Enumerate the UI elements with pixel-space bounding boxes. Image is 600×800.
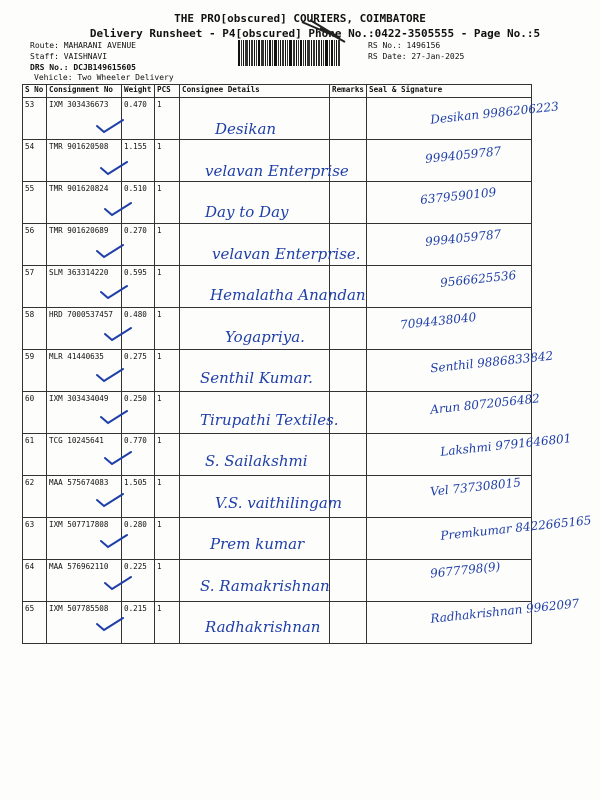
- row-sno: 54: [23, 140, 47, 182]
- signature-handwriting: 9677798(9): [429, 558, 501, 581]
- barcode-bar: [251, 40, 253, 66]
- vehicle-label: Vehicle: Two Wheeler Delivery: [34, 73, 174, 82]
- row-sno: 62: [23, 476, 47, 518]
- delivery-tick-mark: [95, 492, 125, 508]
- barcode-bar: [316, 40, 317, 66]
- signature-handwriting: Radhakrishnan 9962097: [429, 596, 580, 626]
- barcode-bar: [267, 40, 268, 66]
- delivery-tick-mark: [103, 450, 133, 466]
- signature-handwriting: Vel 737308015: [429, 474, 522, 499]
- consignee-handwriting: Hemalatha Anandan: [210, 286, 366, 304]
- barcode-bar: [243, 40, 244, 66]
- barcode-bar: [300, 40, 302, 66]
- barcode-bar: [313, 40, 315, 66]
- barcode-bar: [287, 40, 288, 66]
- row-consignment-no: IXM 303434049: [47, 392, 122, 434]
- consignee-handwriting: S. Sailakshmi: [205, 452, 308, 470]
- row-pcs: 1: [155, 224, 180, 266]
- row-weight: 0.470: [122, 98, 155, 140]
- barcode-bar: [305, 40, 306, 66]
- delivery-tick-mark: [99, 284, 129, 300]
- row-consignment-no: MAA 576962110: [47, 560, 122, 602]
- col-sno: S No: [23, 85, 47, 98]
- signature-handwriting: 9566625536: [439, 268, 517, 290]
- row-weight: 0.275: [122, 350, 155, 392]
- barcode-bar: [329, 40, 330, 66]
- delivery-tick-mark: [103, 201, 133, 217]
- consignee-handwriting: V.S. vaithilingam: [215, 493, 342, 512]
- barcode-bar: [272, 40, 273, 66]
- barcode-bar: [249, 40, 250, 66]
- delivery-tick-mark: [95, 118, 125, 134]
- rs-number: RS No.: 1496156: [368, 41, 441, 50]
- row-remarks-cell: [330, 602, 367, 644]
- barcode-bar: [258, 40, 260, 66]
- row-pcs: 1: [155, 560, 180, 602]
- barcode-bar: [274, 40, 277, 66]
- drs-number: DRS No.: DCJB149615605: [30, 63, 136, 72]
- row-sno: 59: [23, 350, 47, 392]
- consignee-handwriting: Day to Day: [205, 203, 289, 221]
- row-sno: 61: [23, 434, 47, 476]
- signature-handwriting: Desikan 9986206223: [429, 99, 560, 127]
- delivery-tick-mark: [103, 575, 133, 591]
- row-sno: 58: [23, 308, 47, 350]
- signature-handwriting: 7094438040: [399, 309, 477, 332]
- row-pcs: 1: [155, 518, 180, 560]
- row-weight: 0.480: [122, 308, 155, 350]
- row-consignment-no: HRD 7000537457: [47, 308, 122, 350]
- row-remarks-cell: [330, 182, 367, 224]
- barcode-bar: [245, 40, 248, 66]
- barcode-bar: [254, 40, 255, 66]
- row-weight: 0.250: [122, 392, 155, 434]
- barcode-bar: [298, 40, 299, 66]
- signature-handwriting: Senthil 9886833842: [429, 348, 554, 376]
- row-sno: 60: [23, 392, 47, 434]
- barcode-bar: [285, 40, 286, 66]
- row-weight: 0.510: [122, 182, 155, 224]
- barcode-bar: [269, 40, 271, 66]
- barcode-bar: [238, 40, 240, 66]
- barcode-bar: [307, 40, 310, 66]
- barcode-bar: [256, 40, 257, 66]
- row-pcs: 1: [155, 476, 180, 518]
- consignee-handwriting: Tirupathi Textiles.: [200, 410, 339, 429]
- row-pcs: 1: [155, 308, 180, 350]
- row-consignment-no: TMR 901620508: [47, 140, 122, 182]
- barcode-bar: [282, 40, 284, 66]
- delivery-tick-mark: [95, 243, 125, 259]
- row-remarks-cell: [330, 308, 367, 350]
- barcode-bar: [318, 40, 320, 66]
- col-signature: Seal & Signature: [367, 85, 532, 98]
- barcode-bar: [293, 40, 295, 66]
- barcode-bar: [331, 40, 333, 66]
- delivery-tick-mark: [103, 326, 133, 342]
- row-weight: 1.155: [122, 140, 155, 182]
- row-consignment-no: MLR 41440635: [47, 350, 122, 392]
- col-pcs: PCS: [155, 85, 180, 98]
- col-consignment: Consignment No: [47, 85, 122, 98]
- col-consignee: Consignee Details: [180, 85, 330, 98]
- row-remarks-cell: [330, 518, 367, 560]
- row-remarks-cell: [330, 560, 367, 602]
- barcode-bar: [311, 40, 312, 66]
- row-sno: 65: [23, 602, 47, 644]
- row-consignment-no: TCG 10245641: [47, 434, 122, 476]
- row-pcs: 1: [155, 140, 180, 182]
- signature-handwriting: 9994059787: [424, 226, 502, 249]
- row-consignment-no: IXM 507785508: [47, 602, 122, 644]
- route-label: Route: MAHARANI AVENUE: [30, 41, 136, 50]
- row-pcs: 1: [155, 182, 180, 224]
- row-weight: 1.505: [122, 476, 155, 518]
- delivery-tick-mark: [99, 533, 129, 549]
- row-pcs: 1: [155, 602, 180, 644]
- barcode-bar: [261, 40, 264, 66]
- row-weight: 0.280: [122, 518, 155, 560]
- row-sno: 57: [23, 266, 47, 308]
- table-header-row: [23, 85, 532, 98]
- delivery-tick-mark: [99, 409, 129, 425]
- barcode-bar: [323, 40, 324, 66]
- row-weight: 0.225: [122, 560, 155, 602]
- signature-handwriting: 9994059787: [424, 143, 502, 166]
- signature-handwriting: Arun 8072056482: [429, 390, 541, 417]
- barcode-bar: [303, 40, 304, 66]
- row-sno: 64: [23, 560, 47, 602]
- barcode-bar: [289, 40, 292, 66]
- barcode-bar: [278, 40, 279, 66]
- row-consignment-no: SLM 363314220: [47, 266, 122, 308]
- sheet-subtitle: Delivery Runsheet - P4[obscured] Phone No.:0422-3505555 - Page No.:5: [89, 27, 541, 40]
- row-remarks-cell: [330, 434, 367, 476]
- row-weight: 0.215: [122, 602, 155, 644]
- barcode-bar: [325, 40, 328, 66]
- row-pcs: 1: [155, 392, 180, 434]
- rs-date: RS Date: 27-Jan-2025: [368, 52, 465, 61]
- col-weight: Weight: [122, 85, 155, 98]
- row-pcs: 1: [155, 350, 180, 392]
- barcode-bar: [265, 40, 266, 66]
- row-weight: 0.770: [122, 434, 155, 476]
- staff-label: Staff: VAISHNAVI: [30, 52, 108, 61]
- barcode-bar: [338, 40, 340, 66]
- barcode-bar: [296, 40, 297, 66]
- consignee-handwriting: Desikan: [215, 120, 277, 138]
- barcode-bar: [334, 40, 335, 66]
- consignee-handwriting: Yogapriya.: [225, 327, 305, 346]
- delivery-tick-mark: [95, 616, 125, 632]
- barcode-bar: [280, 40, 281, 66]
- consignee-handwriting: Radhakrishnan: [205, 618, 321, 636]
- row-sno: 55: [23, 182, 47, 224]
- row-remarks-cell: [330, 350, 367, 392]
- barcode-bar: [336, 40, 337, 66]
- consignee-handwriting: velavan Enterprise.: [212, 244, 361, 263]
- row-consignment-no: TMR 901620824: [47, 182, 122, 224]
- barcode-bar: [321, 40, 322, 66]
- sheet-title: THE PRO[obscured] COURIERS, COIMBATORE: [174, 12, 426, 25]
- consignee-handwriting: S. Ramakrishnan: [200, 576, 330, 595]
- col-remarks: Remarks: [330, 85, 367, 98]
- row-sno: 56: [23, 224, 47, 266]
- row-consignment-no: IXM 303436673: [47, 98, 122, 140]
- row-pcs: 1: [155, 98, 180, 140]
- row-remarks-cell: [330, 98, 367, 140]
- row-pcs: 1: [155, 266, 180, 308]
- delivery-tick-mark: [95, 367, 125, 383]
- delivery-tick-mark: [99, 160, 129, 176]
- signature-handwriting: Premkumar 8422665165: [439, 513, 593, 543]
- barcode-bar: [241, 40, 242, 66]
- barcode: [238, 40, 356, 66]
- signature-handwriting: 6379590109: [419, 185, 497, 207]
- consignee-handwriting: Prem kumar: [210, 535, 305, 553]
- row-sno: 63: [23, 518, 47, 560]
- row-consignment-no: TMR 901620689: [47, 224, 122, 266]
- consignee-handwriting: velavan Enterprise: [205, 161, 349, 180]
- consignee-handwriting: Senthil Kumar.: [200, 369, 313, 387]
- signature-handwriting: Lakshmi 9791646801: [439, 431, 573, 459]
- row-pcs: 1: [155, 434, 180, 476]
- row-weight: 0.270: [122, 224, 155, 266]
- row-consignment-no: IXM 507717808: [47, 518, 122, 560]
- row-sno: 53: [23, 98, 47, 140]
- row-weight: 0.595: [122, 266, 155, 308]
- row-consignment-no: MAA 575674083: [47, 476, 122, 518]
